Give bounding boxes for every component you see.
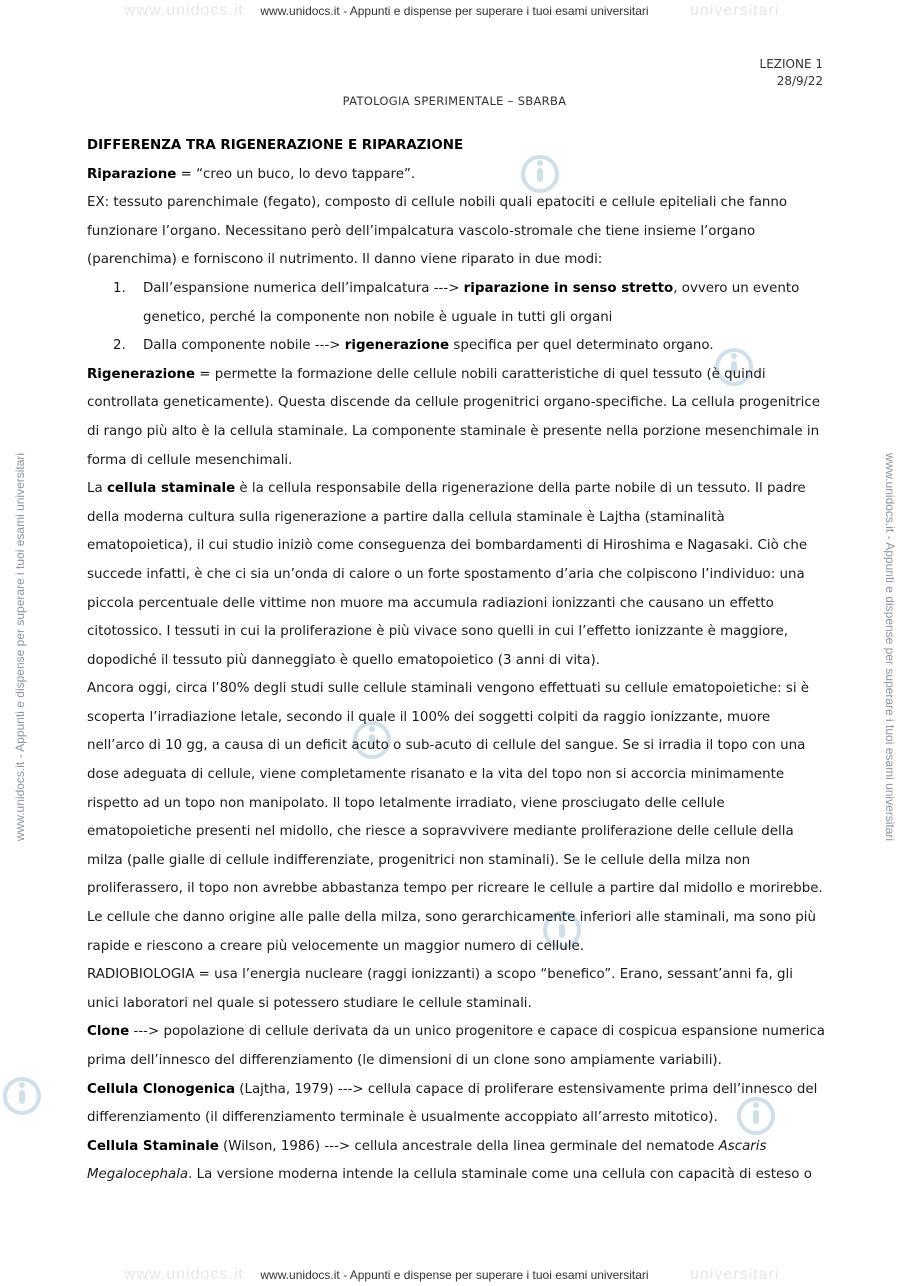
paragraph-radiobiologia: RADIOBIOLOGIA = usa l’energia nucleare (raggi ionizzanti) a scopo “benefico”. Erano, sessant’anni fa, gli unici laboratori nel quale si potessero studiare le cellule staminali. (87, 967, 793, 1011)
watermark-side-left: www.unidocs.it - Appunti e dispense per superare i tuoi esami universitari (13, 452, 27, 842)
paragraph-ancora-oggi: Ancora oggi, circa l’80% degli studi sulle cellule staminali vengono effettuati su cellule ematopoietiche: si è scoperta l’irradiazione letale, secondo il quale il 100% dei soggetti colpiti da raggio ionizzante, muore nell’arco di 10 gg, a causa di un deficit acuto o sub-acuto di cellule del sangue. Se si irradia il topo con una dose adeguata di cellule, viene completamente risanato e la vita del topo non si accorcia minimamente rispetto ad un topo non manipolato. Il topo letalmente irradiato, viene prosciugato delle cellule ematopoietiche presenti nel midollo, che riesce a sopravvivere mediante proliferazione delle cellule della milza (palle gialle di cellule indifferenziate, progenitrici non staminali). Se le cellule della milza non proliferassero, il topo non avrebbe abbastanza tempo per ricreare le cellule a partire dal midollo e morirebbe. Le cellule che danno origine alle palle della milza, sono gerarchicamente inferiori alle staminali, ma sono più rapide e riescono a creare più velocemente un maggior numero di cellule. (87, 681, 823, 954)
term-cellula-clonogenica: Cellula Clonogenica (87, 1081, 236, 1097)
list-item (87, 332, 827, 361)
paragraph-text: (Wilson, 1986) ---> cellula ancestrale della linea germinale del nematode (218, 1138, 719, 1154)
term-riparazione: Riparazione (87, 166, 177, 182)
list-text: Dalla componente nobile ---> (143, 338, 345, 354)
term-cellula-staminale-def: Cellula Staminale (87, 1138, 219, 1154)
list-item-text (143, 275, 827, 332)
watermark-ghost-top-right: universitari (690, 2, 780, 19)
term-clone: Clone (87, 1024, 130, 1040)
list-text: specifica per quel determinato organo. (449, 338, 714, 354)
list-text: , ovvero un evento genetico, perché la componente non nobile è uguale in tutti gli organi (143, 280, 800, 325)
paragraph-cellula-staminale (87, 475, 827, 675)
watermark-side-right: www.unidocs.it - Appunti e dispense per superare i tuoi esami universitari (883, 452, 897, 842)
list-number: 2. (113, 338, 126, 354)
lesson-date: 28/9/22 (776, 74, 823, 88)
paragraph-text: (Lajtha, 1979) ---> cellula capace di proliferare estensivamente prima dell’innesco del differenziamento (il differenziamento terminale è usualmente accoppiato all’arresto mitotico). (87, 1081, 818, 1126)
list-text: Dall’espansione numerica dell’impalcatura ---> (143, 280, 464, 296)
term-rigenerazione: rigenerazione (344, 338, 450, 354)
paragraph-cellula-staminale-def (87, 1133, 827, 1190)
lesson-label: LEZIONE 1 (759, 57, 823, 71)
term-cellula-staminale: cellula staminale (106, 481, 236, 497)
list-item (87, 275, 827, 332)
list-number: 1. (113, 280, 126, 296)
unidocs-logo-icon (0, 1074, 44, 1118)
section-title: DIFFERENZA TRA RIGENERAZIONE E RIPARAZIONE (87, 138, 464, 153)
paragraph-text: è la cellula responsabile della rigenerazione della parte nobile di un tessuto. Il padre della moderna cultura sulla rigenerazione a partire dalla cellula staminale è Lajtha (staminalità ematopoietica), il cui studio iniziò come conseguenza dei bombardamenti di Hiroshima e Nagasaki. Ciò che succede infatti, è che ci sia un’onda di calore o un forte spostamento d’aria che colpiscono l’individuo: una piccola percentuale delle vittime non muore ma accumula radiazioni ionizzanti che causano un effetto citotossico. I tessuti in cui la proliferazione è più vivace sono quelli in cui l’effetto ionizzante è maggiore, dopodiché il tessuto più danneggiato è quello ematopoietico (3 anni di vita). (87, 481, 808, 668)
page-header-right (760, 56, 823, 90)
term-rigenerazione: Rigenerazione (87, 366, 196, 382)
watermark-ghost-bottom-right: universitari (690, 1266, 780, 1283)
paragraph-rigenerazione (87, 361, 827, 475)
course-header: PATOLOGIA SPERIMENTALE – SBARBA (342, 94, 567, 108)
document-body (87, 132, 827, 1190)
species-name: Ascaris Megalocephala (87, 1138, 767, 1183)
watermark-bottom: www.unidocs.it - Appunti e dispense per superare i tuoi esami universitari (260, 1268, 649, 1282)
paragraph-clone (87, 1018, 827, 1075)
watermark-top: www.unidocs.it - Appunti e dispense per superare i tuoi esami universitari (260, 4, 649, 18)
term-riparazione-senso-stretto: riparazione in senso stretto (463, 280, 674, 296)
paragraph-riparazione (87, 161, 827, 190)
paragraph-text: . La versione moderna intende la cellula staminale come una cellula con capacità di esteso o (188, 1167, 812, 1183)
paragraph-text: ---> popolazione di cellule derivata da un unico progenitore e capace di cospicua espansione numerica prima dell’innesco del differenziamento (le dimensioni di un clone sono ampiamente variabili). (87, 1024, 825, 1068)
paragraph-example: EX: tessuto parenchimale (fegato), composto di cellule nobili quali epatociti e cellule epiteliali che fanno funzionare l’organo. Necessitano però dell’impalcatura vascolo-stromale che tiene insieme l’organo (parenchima) e forniscono il nutrimento. Il danno viene riparato in due modi: (87, 195, 788, 268)
paragraph-text: = permette la formazione delle cellule nobili caratteristiche di quel tessuto (è quindi controllata geneticamente). Questa discende da cellule progenitrici organo-specifiche. La cellula progenitrice di rango più alto è la cellula staminale. La componente staminale è presente nella porzione mesenchimale in forma di cellule mesenchimali. (87, 366, 820, 468)
list-item-text (143, 332, 827, 361)
watermark-ghost-bottom-left: www.unidocs.it (124, 1266, 244, 1283)
watermark-ghost-top-left: www.unidocs.it (124, 2, 244, 19)
paragraph-cellula-clonogenica (87, 1076, 827, 1133)
paragraph-text: La (87, 481, 107, 497)
paragraph-text: = “creo un buco, lo devo tappare”. (176, 166, 416, 182)
